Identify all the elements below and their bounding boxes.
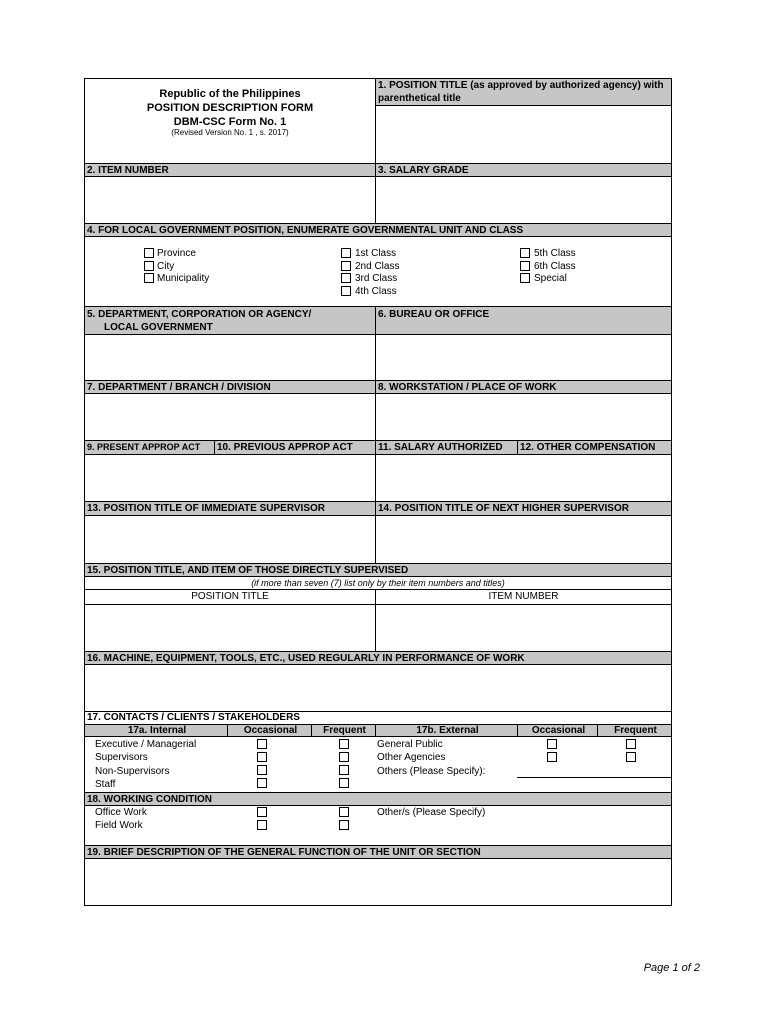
external-others: Others (Please Specify): [377, 766, 486, 777]
col-occasional-int [227, 724, 311, 737]
section-17-header [85, 711, 671, 724]
third-class-label: 3rd Class [355, 273, 398, 284]
second-class-checkbox[interactable] [341, 261, 351, 271]
fourth-class-label: 4th Class [355, 286, 397, 297]
section-2-label: 2. ITEM NUMBER [87, 165, 169, 176]
special-label: Special [534, 273, 567, 284]
col-frequent-ext [597, 724, 671, 737]
occasional-ext-label: Occasional [531, 725, 586, 736]
revision-note: (Revised Version No. 1 , s. 2017) [171, 128, 289, 137]
section-6-header [375, 306, 671, 335]
republic-title: Republic of the Philippines [159, 88, 301, 100]
office-frequent-checkbox[interactable] [339, 807, 349, 817]
col-17a [85, 724, 227, 737]
city-checkbox[interactable] [144, 261, 154, 271]
section-8-header [375, 380, 671, 394]
section-1-header [376, 79, 671, 106]
first-class-checkbox[interactable] [341, 248, 351, 258]
section-7-label: 7. DEPARTMENT / BRANCH / DIVISION [87, 382, 271, 393]
section-19-label: 19. BRIEF DESCRIPTION OF THE GENERAL FUNCTION OF THE UNIT OR SECTION [87, 847, 481, 858]
section-18-label: 18. WORKING CONDITION [87, 794, 213, 805]
public-occasional-checkbox[interactable] [547, 739, 557, 749]
section-13-label: 13. POSITION TITLE OF IMMEDIATE SUPERVISOR [87, 503, 325, 514]
section-4-label: 4. FOR LOCAL GOVERNMENT POSITION, ENUMERATE GOVERNMENTAL UNIT AND CLASS [87, 225, 524, 236]
exec-occasional-checkbox[interactable] [257, 739, 267, 749]
section-13-header [85, 501, 375, 516]
sixth-class-checkbox[interactable] [520, 261, 530, 271]
special-checkbox[interactable] [520, 273, 530, 283]
internal-staff: Staff [95, 779, 116, 790]
section-12-header [517, 440, 671, 455]
section-3-header [375, 163, 671, 177]
salary-authorized-field[interactable] [375, 455, 671, 501]
occasional-int-label: Occasional [243, 725, 298, 736]
section-15-label: 15. POSITION TITLE, AND ITEM OF THOSE DIRECTLY SUPERVISED [87, 565, 409, 576]
internal-executive: Executive / Managerial [95, 739, 197, 750]
agencies-occasional-checkbox[interactable] [547, 752, 557, 762]
municipality-label: Municipality [157, 273, 210, 284]
section-14-header [375, 501, 671, 516]
nonsup-occasional-checkbox[interactable] [257, 765, 267, 775]
first-class-label: 1st Class [355, 248, 397, 259]
third-class-checkbox[interactable] [341, 273, 351, 283]
frequent-int-label: Frequent [323, 725, 366, 736]
province-checkbox[interactable] [144, 248, 154, 258]
external-agencies: Other Agencies [377, 752, 446, 763]
section-15-note: (if more than seven (7) list only by their item numbers and titles) [85, 577, 671, 590]
salary-grade-field[interactable] [375, 177, 671, 223]
fifth-class-checkbox[interactable] [520, 248, 530, 258]
section-15-header [85, 563, 671, 577]
position-title-field[interactable] [376, 107, 671, 163]
supervised-title-field[interactable] [85, 605, 375, 651]
staff-frequent-checkbox[interactable] [339, 778, 349, 788]
internal-non-supervisors: Non-Supervisors [95, 766, 170, 777]
office-work-label: Office Work [95, 807, 147, 818]
col-frequent-int [311, 724, 375, 737]
public-frequent-checkbox[interactable] [626, 739, 636, 749]
section-1-label: 1. POSITION TITLE (as approved by authorized agency) with parenthetical title [378, 80, 664, 104]
section-14-label: 14. POSITION TITLE OF NEXT HIGHER SUPERVISOR [378, 503, 629, 514]
nonsup-frequent-checkbox[interactable] [339, 765, 349, 775]
section-5-header [85, 306, 375, 335]
page-number: Page 1 of 2 [643, 962, 700, 974]
other-specify-label: Other/s (Please Specify) [377, 807, 486, 818]
exec-frequent-checkbox[interactable] [339, 739, 349, 749]
section-12-label: 12. OTHER COMPENSATION [520, 442, 656, 453]
section-7-header [85, 380, 375, 394]
second-class-label: 2nd Class [355, 261, 400, 272]
col-17b [375, 724, 517, 737]
next-supervisor-field[interactable] [375, 516, 671, 563]
section-3-label: 3. SALARY GRADE [378, 165, 469, 176]
external-public: General Public [377, 739, 443, 750]
col-occasional-ext [517, 724, 597, 737]
section-11-header [375, 440, 517, 455]
section-4-header [85, 223, 671, 237]
field-work-label: Field Work [95, 820, 143, 831]
section-11-label: 11. SALARY AUTHORIZED [378, 442, 503, 453]
section-5-label: 5. DEPARTMENT, CORPORATION OR AGENCY/ [87, 309, 312, 320]
immediate-supervisor-field[interactable] [85, 516, 375, 563]
section-9-label: 9. PRESENT APPROP ACT [87, 442, 201, 452]
position-title-col: POSITION TITLE [85, 590, 375, 605]
province-label: Province [157, 248, 196, 259]
field-occasional-checkbox[interactable] [257, 820, 267, 830]
field-frequent-checkbox[interactable] [339, 820, 349, 830]
section-10-label: 10. PREVIOUS APPROP ACT [217, 442, 353, 453]
sixth-class-label: 6th Class [534, 261, 576, 272]
supervised-item-field[interactable] [375, 605, 671, 651]
sup-frequent-checkbox[interactable] [339, 752, 349, 762]
section-5-label-line2: LOCAL GOVERNMENT [104, 322, 213, 333]
office-occasional-checkbox[interactable] [257, 807, 267, 817]
form-number: DBM-CSC Form No. 1 [173, 116, 287, 128]
form-title: POSITION DESCRIPTION FORM [146, 102, 314, 114]
staff-occasional-checkbox[interactable] [257, 778, 267, 788]
municipality-checkbox[interactable] [144, 273, 154, 283]
section-9-header [85, 440, 214, 455]
section-8-label: 8. WORKSTATION / PLACE OF WORK [378, 382, 557, 393]
section-16-label: 16. MACHINE, EQUIPMENT, TOOLS, ETC., USED REGULARLY IN PERFORMANCE OF WORK [87, 653, 525, 664]
section-10-header [214, 440, 375, 455]
item-number-field[interactable] [85, 177, 375, 223]
equipment-field[interactable] [85, 665, 671, 711]
city-label: City [157, 261, 175, 272]
department-field[interactable] [85, 335, 375, 380]
division-field[interactable] [85, 394, 375, 440]
section-6-label: 6. BUREAU OR OFFICE [378, 309, 490, 320]
col-17a-label: 17a. Internal [127, 725, 187, 736]
section-19-header [85, 845, 671, 859]
bureau-field[interactable] [375, 335, 671, 380]
approp-act-field[interactable] [85, 455, 375, 501]
item-number-col: ITEM NUMBER [375, 590, 671, 605]
col-17b-label: 17b. External [416, 725, 479, 736]
internal-supervisors: Supervisors [95, 752, 148, 763]
section-17-label: 17. CONTACTS / CLIENTS / STAKEHOLDERS [87, 712, 300, 723]
frequent-ext-label: Frequent [614, 725, 657, 736]
fifth-class-label: 5th Class [534, 248, 576, 259]
section-18-header [85, 792, 671, 806]
section-2-header [85, 163, 375, 177]
workstation-field[interactable] [375, 394, 671, 440]
fourth-class-checkbox[interactable] [341, 286, 351, 296]
others-specify-line[interactable] [517, 777, 671, 778]
general-function-field[interactable] [85, 859, 671, 905]
section-16-header [85, 651, 671, 665]
sup-occasional-checkbox[interactable] [257, 752, 267, 762]
agencies-frequent-checkbox[interactable] [626, 752, 636, 762]
